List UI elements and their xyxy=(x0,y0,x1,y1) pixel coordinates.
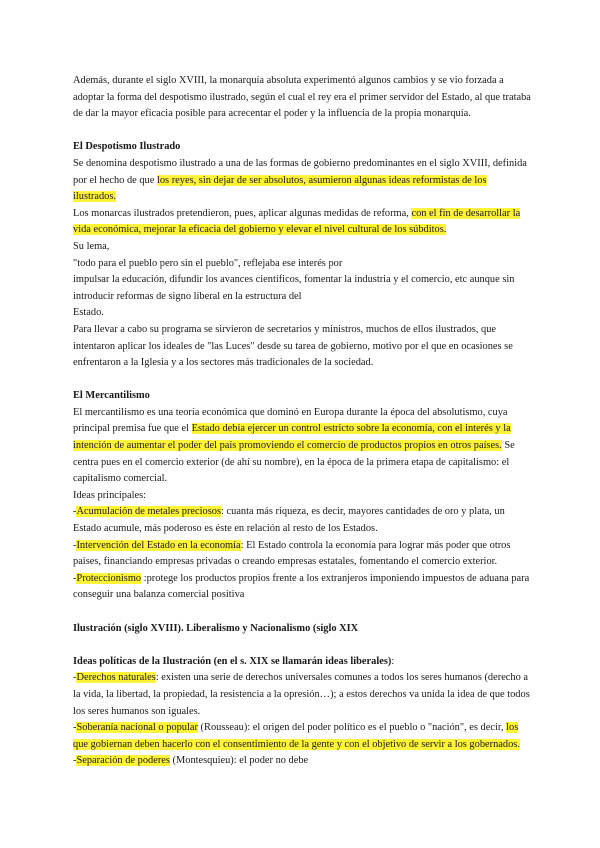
ideas-label: Ideas principales: xyxy=(73,489,146,501)
mercantilismo-paragraph-1: El mercantilismo es una teoría económica que dominó en Europa durante la época del absolutismo, cuya principal premisa fue que el Estado debía ejercer un control estricto sobre la economía, con el interés y la intención de aumentar el poder del país promoviendo el comercio de productos propios en otros países. Se centra pues en el comercio exterior (de ahí su nombre), en la época de la primera etapa de capitalismo: el capitalismo comercial. xyxy=(73,406,515,485)
despotismo-paragraph-3: Para llevar a cabo su programa se sirvieron de secretarios y ministros, muchos de ellos ilustrados, que intentaron aplicar los ideales de "las Luces" desde su tarea de gobierno, motivo por el que en ocasiones se enfrentaron a la Iglesia y a los sectores más tradicionales de la sociedad. xyxy=(73,323,513,369)
heading-mercantilismo: El Mercantilismo xyxy=(73,390,150,402)
highlight: los que gobiernan deben hacerlo con el consentimiento de la gente y con el objetivo de servir a los gobernados. xyxy=(73,722,520,750)
list-item: -Acumulación de metales preciosos: cuanta más riqueza, es decir, mayores cantidades de oro y plata, un Estado acumule, más poderoso es éste en relación al resto de los Estados. xyxy=(73,506,505,535)
lema-line-4: Estado. xyxy=(73,307,104,319)
highlight: Acumulación de metales preciosos xyxy=(76,506,222,518)
highlight: Separación de poderes xyxy=(76,755,170,767)
heading-despotismo: El Despotismo Ilustrado xyxy=(73,141,181,153)
highlight: Soberanía nacional o popular xyxy=(76,722,198,734)
highlight: Intervención del Estado en la economía xyxy=(76,539,241,551)
highlight: los reyes, sin dejar de ser absolutos, asumieron algunas ideas reformistas de los ilustrados. xyxy=(73,174,487,203)
despotismo-paragraph-2: Los monarcas ilustrados pretendieron, pues, aplicar algunas medidas de reforma, con el fin de desarrollar la vida económica, mejorar la eficacia del gobierno y elevar el nivel cultural de los súbditos. xyxy=(73,207,521,236)
list-item: -Soberanía nacional o popular (Rousseau): el origen del poder político es el pueblo o "nación", es decir, los que gobiernan deben hacerlo con el consentimiento de la gente y con el objetivo de servir a los gobernados. xyxy=(73,722,520,750)
subheading-ideas-politicas: Ideas políticas de la Ilustración (en el s. XIX se llamarán ideas liberales): xyxy=(73,655,395,667)
list-item: -Derechos naturales: existen una serie de derechos universales comunes a todos los seres humanos (derecho a la vida, la libertad, la propiedad, la resistencia a la opresión…); a estos derechos va unida la idea de que todos los seres humanos son iguales. xyxy=(73,672,530,717)
highlight: Estado debía ejercer un control estricto sobre la economía, con el interés y la intención de aumentar el poder del país promoviendo el comercio de productos propios en otros países. xyxy=(73,423,511,452)
lema-line-3: impulsar la educación, difundir los avances científicos, fomentar la industria y el comercio, etc aunque sin introducir reformas de signo liberal en la estructura del xyxy=(73,274,515,302)
heading-ilustracion: Ilustración (siglo XVIII). Liberalismo y Nacionalismo (siglo XIX xyxy=(73,622,359,634)
lema-line-2: "todo para el pueblo pero sin el pueblo", reflejaba ese interés por xyxy=(73,257,343,269)
document-body xyxy=(73,73,531,770)
list-item: -Intervención del Estado en la economía: El Estado controla la economía para lograr más poder que otros países, financiando empresas privadas o creando empresas estatales, fomentando el comercio exterior. xyxy=(73,539,511,568)
list-item: -Separación de poderes (Montesquieu): el poder no debe xyxy=(73,755,309,767)
intro-paragraph: Además, durante el siglo XVIII, la monarquía absoluta experimentó algunos cambios y se vio forzada a adoptar la forma del despotismo ilustrado, según el cual el rey era el primer servidor del Estado, al que trataba de dar la mayor eficacia posible para acrecentar el poder y la influencia de la propia monarquía. xyxy=(73,75,531,120)
despotismo-paragraph-1: Se denomina despotismo ilustrado a una de las formas de gobierno predominantes en el siglo XVIII, definida por el hecho de que los reyes, sin dejar de ser absolutos, asumieron algunas ideas reformistas de los ilustrados. xyxy=(73,157,527,203)
highlight: con el fin de desarrollar la vida económica, mejorar la eficacia del gobierno y elevar el nivel cultural de los súbditos. xyxy=(73,207,521,236)
list-item: -Proteccionismo :protege los productos propios frente a los extranjeros imponiendo impuestos de aduana para conseguir una balanza comercial positiva xyxy=(73,572,530,601)
lema-line-1: Su lema, xyxy=(73,240,110,252)
highlight: Proteccionismo xyxy=(76,572,142,584)
highlight: Derechos naturales xyxy=(76,672,156,684)
